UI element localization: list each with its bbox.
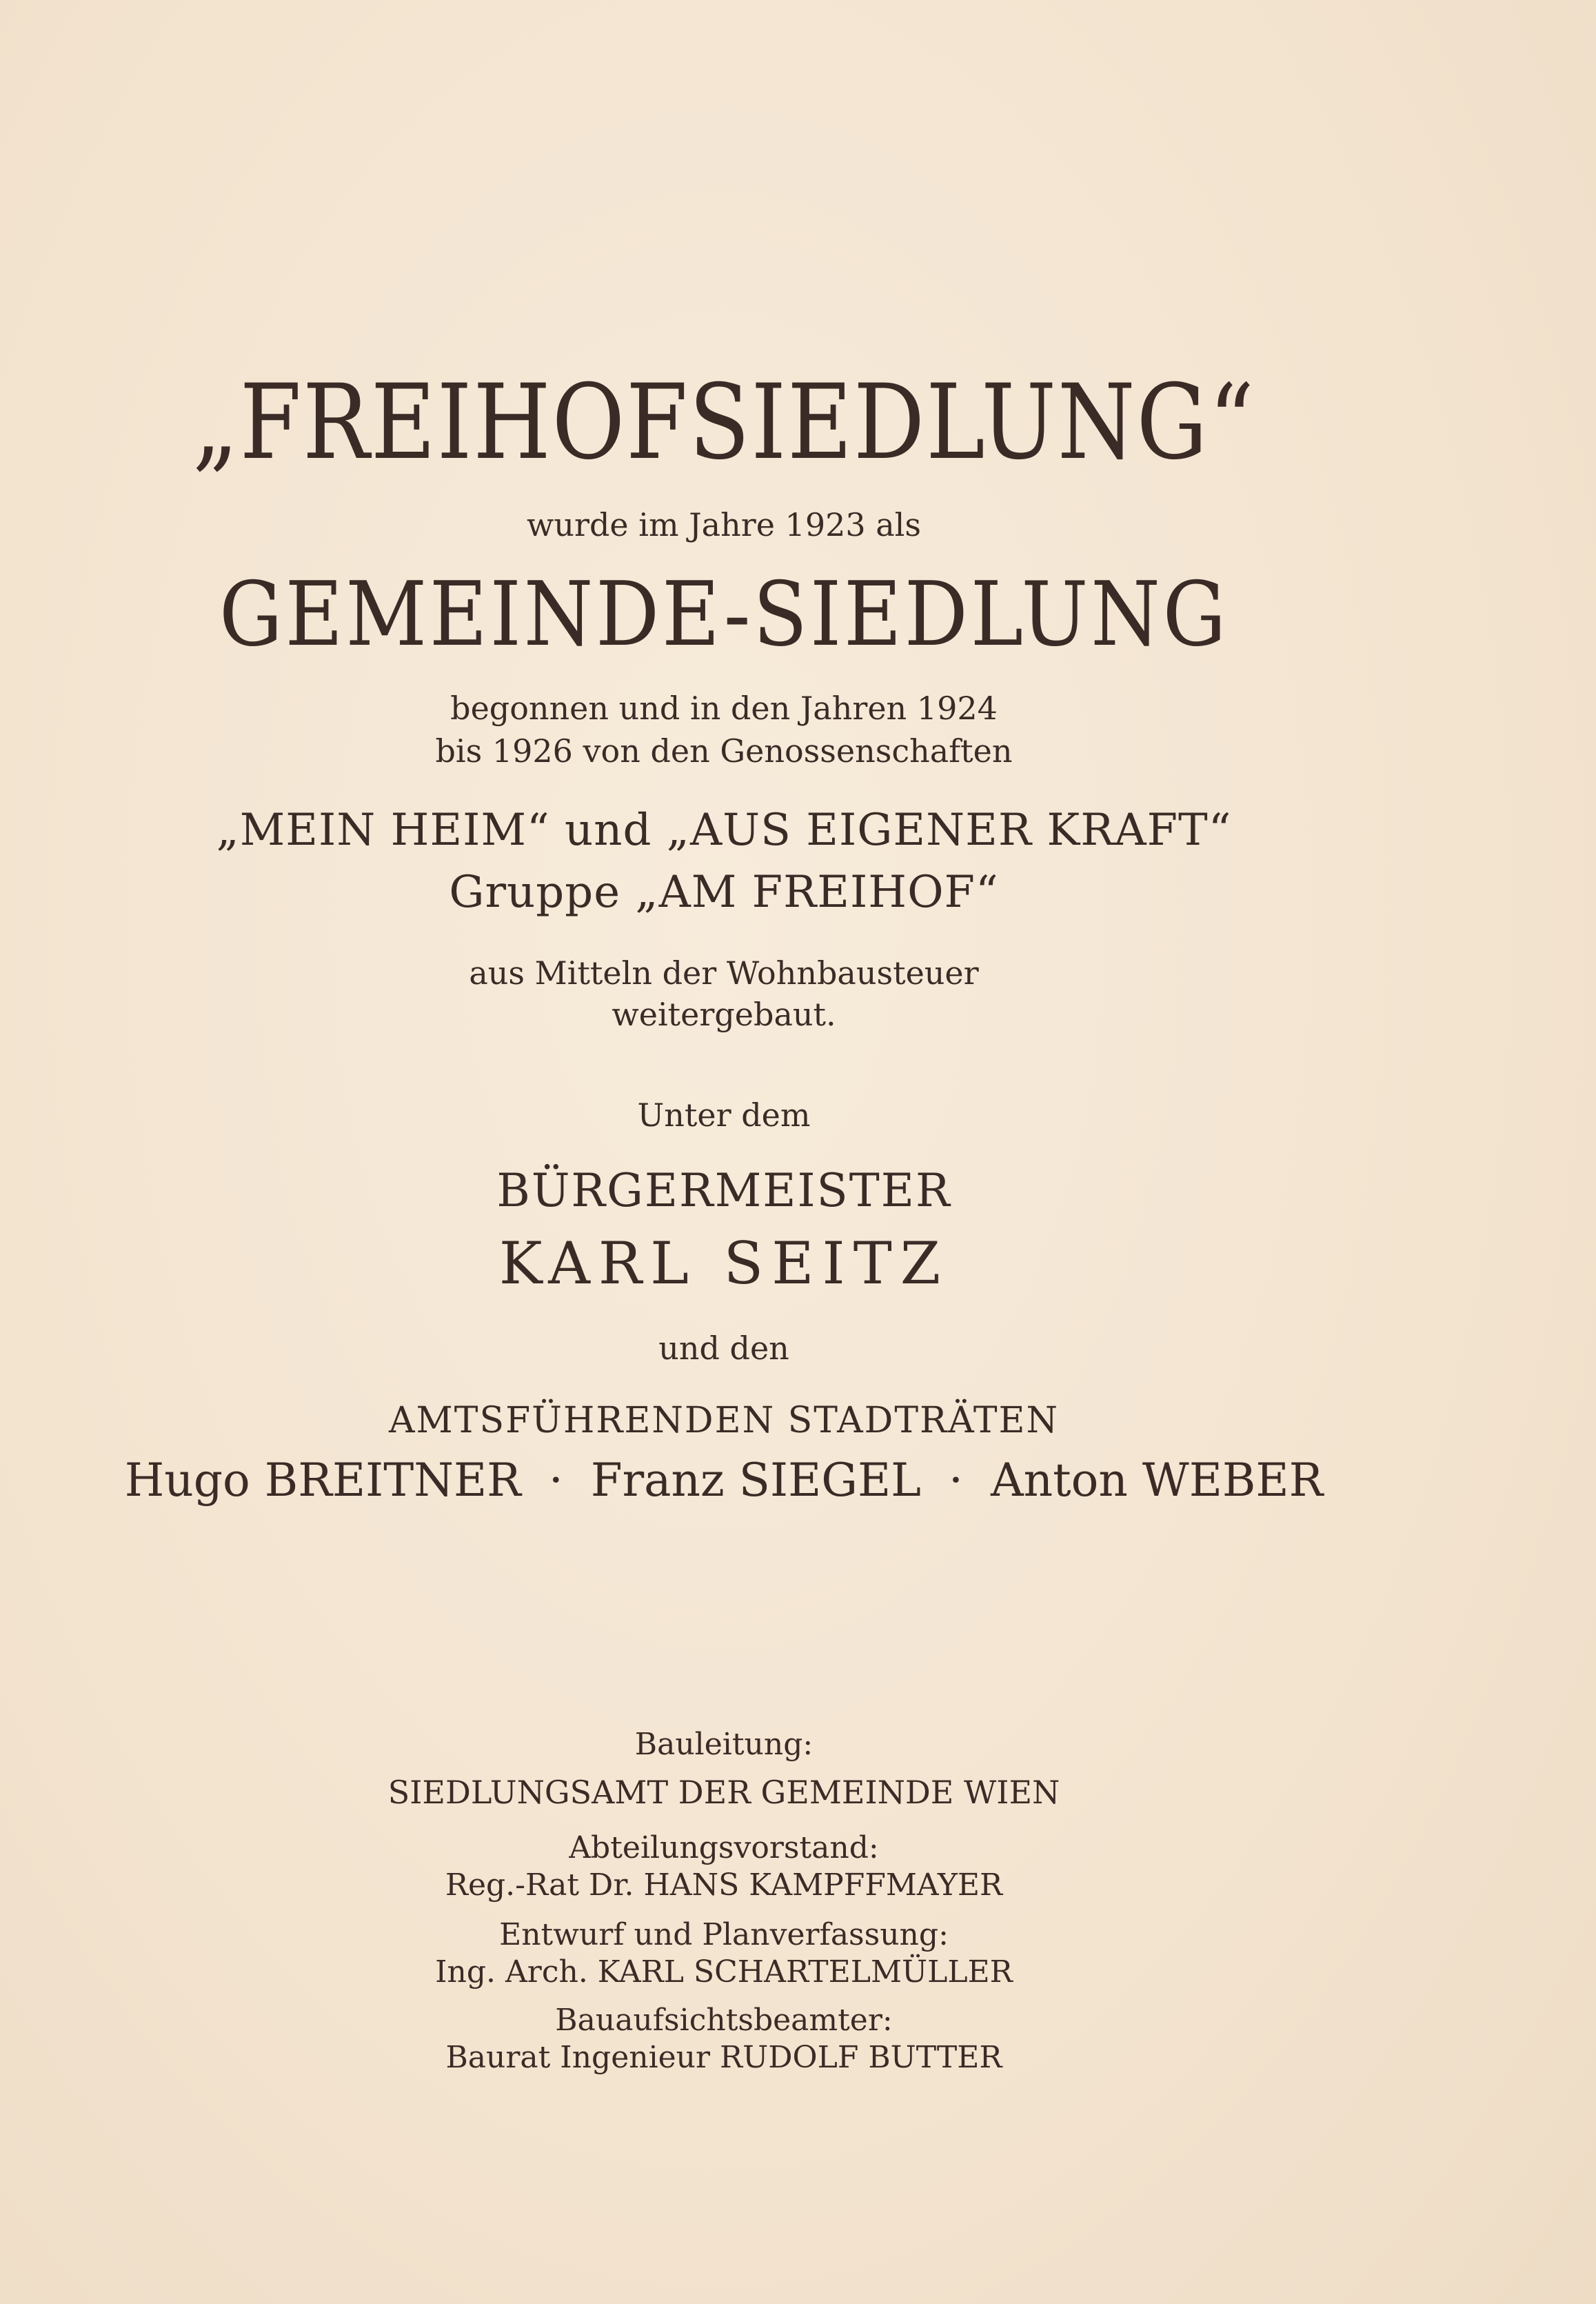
abteilung-value: Reg.-Rat Dr. HANS KAMPFFMAYER	[445, 1867, 1003, 1903]
councillor-breitner: Hugo BREITNER	[124, 1454, 521, 1507]
bauleitung-value: SIEDLUNGSAMT DER GEMEINDE WIEN	[387, 1774, 1060, 1811]
gemeinde-siedlung-heading: GEMEINDE-SIEDLUNG	[219, 563, 1229, 666]
begonnen-line: begonnen und in den Jahren 1924	[450, 690, 998, 727]
buergermeister-heading: BÜRGERMEISTER	[496, 1164, 951, 1217]
und-den-line: und den	[658, 1330, 789, 1367]
bauleitung-label: Bauleitung:	[634, 1727, 814, 1762]
councillor-weber: Anton WEBER	[990, 1454, 1324, 1507]
name-separator: ·	[948, 1454, 963, 1507]
stadtraete-heading: AMTSFÜHRENDEN STADTRÄTEN	[388, 1400, 1060, 1441]
name-separator: ·	[548, 1454, 563, 1507]
aufsicht-value: Baurat Ingenieur RUDOLF BUTTER	[445, 2040, 1002, 2075]
aufsicht-label: Bauaufsichtsbeamter:	[555, 2003, 893, 2038]
entwurf-label: Entwurf und Planverfassung:	[499, 1917, 949, 1952]
genossenschaften-names: „MEIN HEIM“ und „AUS EIGENER KRAFT“	[216, 805, 1232, 856]
entwurf-value: Ing. Arch. KARL SCHARTELMÜLLER	[435, 1954, 1013, 1990]
unter-dem-line: Unter dem	[637, 1096, 811, 1134]
abteilung-label: Abteilungsvorstand:	[569, 1830, 879, 1865]
mitteln-line: aus Mitteln der Wohnbausteuer	[469, 954, 979, 992]
weitergebaut-line: weitergebaut.	[612, 996, 836, 1033]
gruppe-line: Gruppe „AM FREIHOF“	[449, 867, 999, 918]
bis-1926-line: bis 1926 von den Genossenschaften	[435, 732, 1013, 770]
document-title: „FREIHOFSIEDLUNG“	[192, 363, 1255, 483]
mayor-name: KARL SEITZ	[498, 1230, 949, 1297]
intro-line-1923: wurde im Jahre 1923 als	[527, 506, 921, 543]
councillor-siegel: Franz SIEGEL	[590, 1454, 921, 1507]
councillor-names	[0, 1454, 1448, 1507]
